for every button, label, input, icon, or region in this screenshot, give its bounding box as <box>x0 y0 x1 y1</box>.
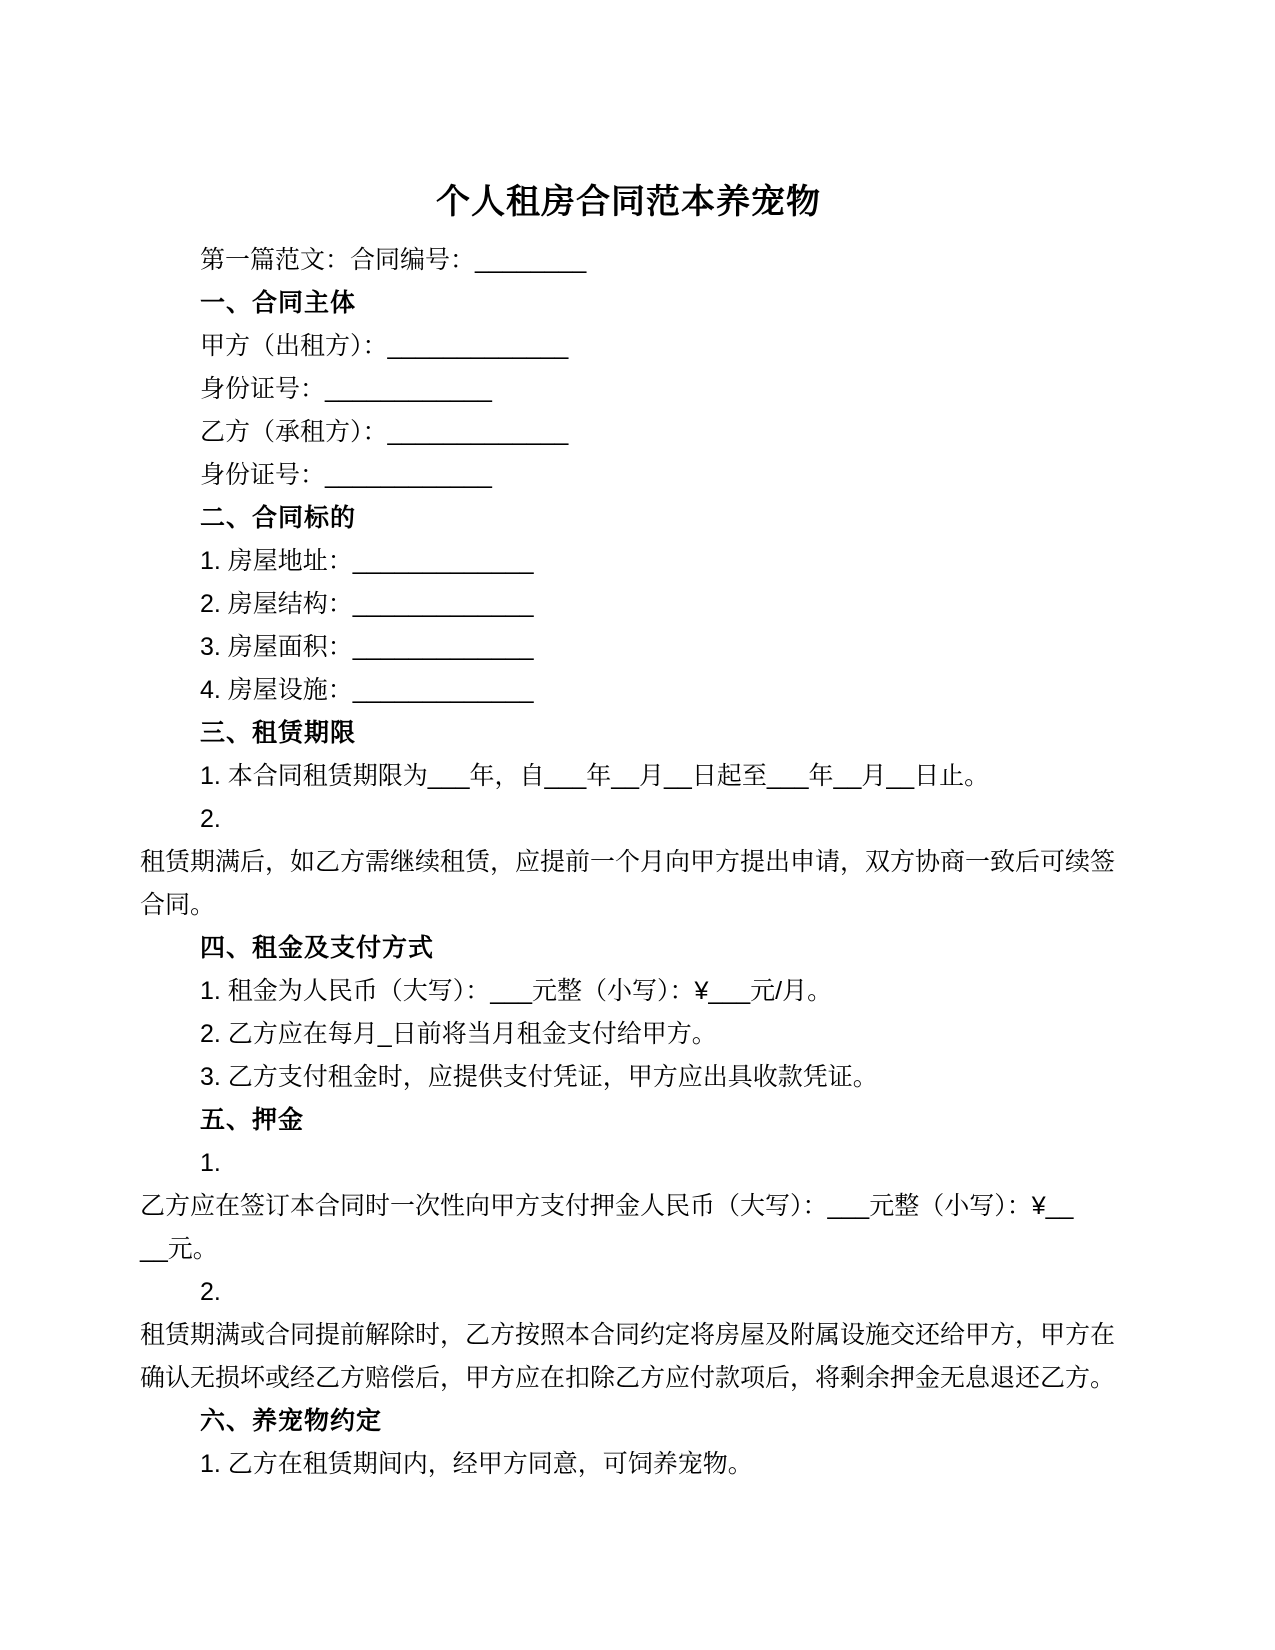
contract-line: 乙方应在签订本合同时一次性向甲方支付押金人民币（大写）：___元整（小写）：¥__ <box>140 1192 1074 1220</box>
contract-line: 4. 房屋设施：_____________ <box>200 676 534 704</box>
contract-line: 1. 房屋地址：_____________ <box>200 547 534 575</box>
contract-line: 2. <box>200 1278 221 1306</box>
contract-line: 租赁期满后，如乙方需继续租赁，应提前一个月向甲方提出申请，双方协商一致后可续签 <box>140 848 1116 876</box>
contract-line: 3. 房屋面积：_____________ <box>200 633 534 661</box>
document-body <box>140 239 1117 1486</box>
document-title: 个人租房合同范本养宠物 <box>436 183 821 221</box>
contract-line: 1. 租金为人民币（大写）：___元整（小写）：¥___元/月。 <box>200 977 833 1005</box>
contract-line: 3. 乙方支付租金时，应提供支付凭证，甲方应出具收款凭证。 <box>200 1063 878 1091</box>
section-heading: 四、租金及支付方式 <box>200 934 435 962</box>
contract-line: 确认无损坏或经乙方赔偿后，甲方应在扣除乙方应付款项后，将剩余押金无息退还乙方。 <box>140 1364 1116 1392</box>
section-heading: 三、租赁期限 <box>200 719 357 747</box>
contract-line: 乙方（承租方）：_____________ <box>200 418 569 446</box>
section-heading: 二、合同标的 <box>200 504 357 532</box>
contract-line: 2. 房屋结构：_____________ <box>200 590 534 618</box>
section-heading: 六、养宠物约定 <box>200 1407 383 1435</box>
contract-line: 1. 本合同租赁期限为___年，自___年__月__日起至___年__月__日止。 <box>200 762 990 790</box>
contract-line: 2. <box>200 805 221 833</box>
contract-line: 身份证号：____________ <box>200 375 492 403</box>
contract-line: 第一篇范文：合同编号：________ <box>200 246 587 274</box>
contract-line: 租赁期满或合同提前解除时，乙方按照本合同约定将房屋及附属设施交还给甲方，甲方在 <box>140 1321 1116 1349</box>
contract-line: 甲方（出租方）：_____________ <box>200 332 569 360</box>
contract-line: __元。 <box>140 1235 218 1263</box>
contract-line: 1. 乙方在租赁期间内，经甲方同意，可饲养宠物。 <box>200 1450 753 1478</box>
section-heading: 一、合同主体 <box>200 289 357 317</box>
contract-line: 1. <box>200 1149 221 1177</box>
contract-line: 身份证号：____________ <box>200 461 492 489</box>
contract-line: 2. 乙方应在每月_日前将当月租金支付给甲方。 <box>200 1020 717 1048</box>
contract-line: 合同。 <box>140 891 216 919</box>
section-heading: 五、押金 <box>200 1106 305 1134</box>
